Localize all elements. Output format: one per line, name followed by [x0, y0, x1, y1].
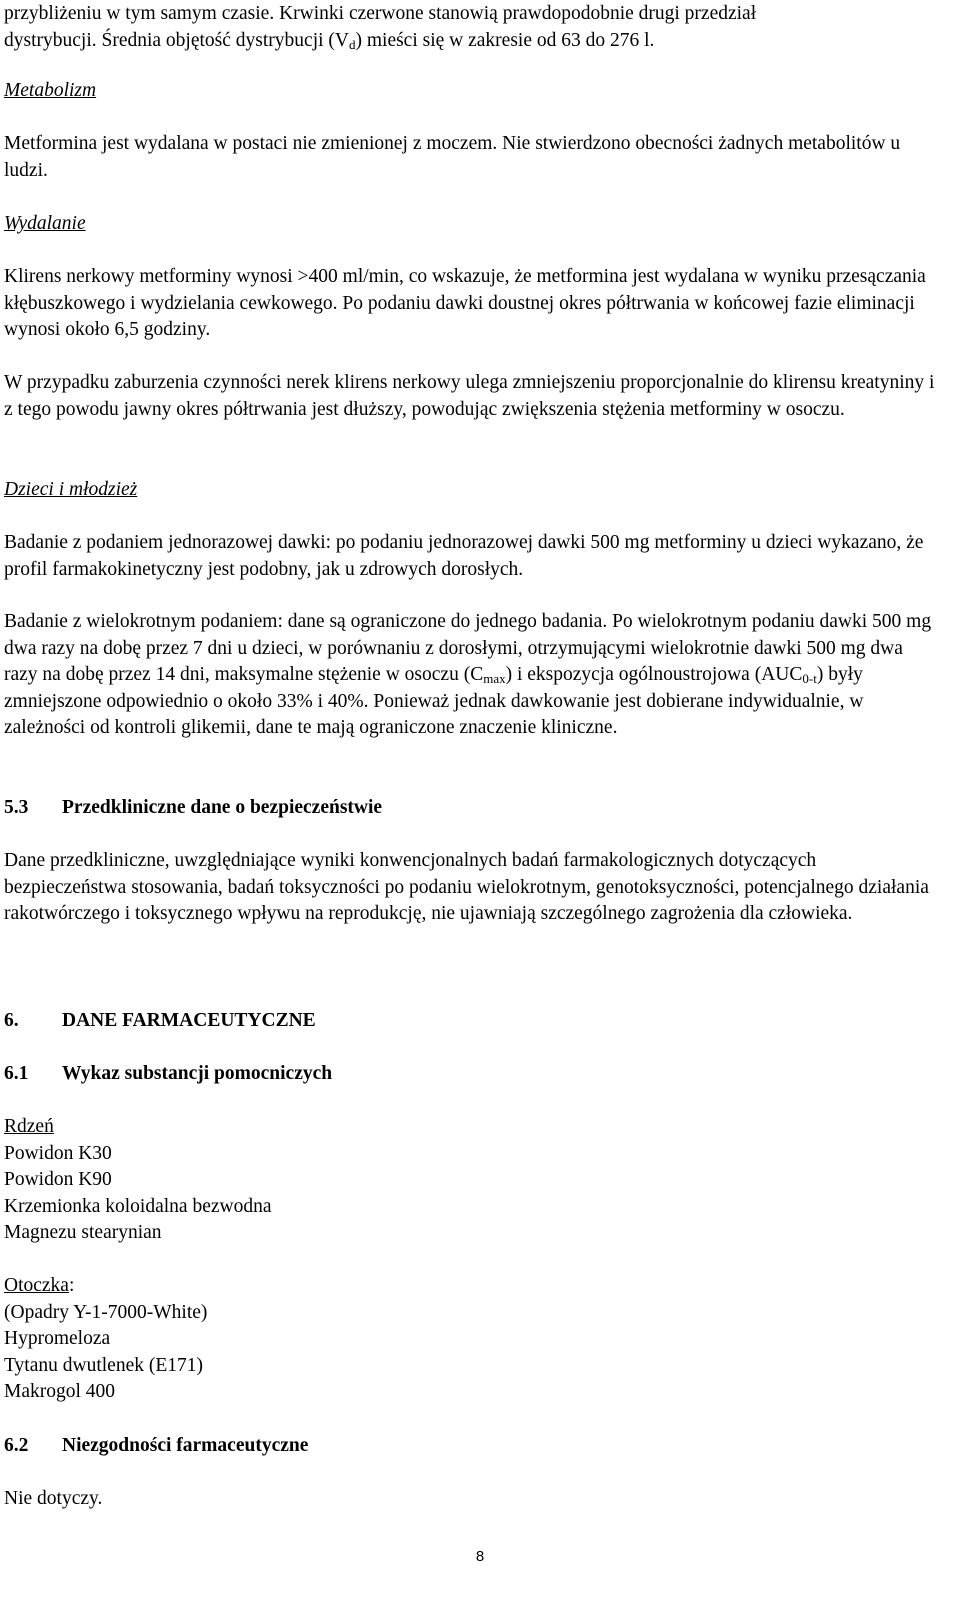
excipients-coating	[4, 1273, 940, 1406]
distribution-text-end: ) mieści się w zakresie od 63 do 276 l.	[355, 29, 655, 51]
paragraph-dzieci-2	[4, 609, 939, 742]
section-number: 6.	[4, 1010, 19, 1031]
heading-dzieci: Dzieci i młodzież	[4, 479, 138, 500]
paragraph-wydalanie-1: Klirens nerkowy metforminy wynosi >400 ml/min, co wskazuje, że metformina jest wydalana w wyniku przesączania kłębuszkowego i wydzielania cewkowego. Po podaniu dawki doustnej okres półtrwania w końcowej fazie eliminacji wynosi około 6,5 godziny.	[4, 266, 926, 340]
paragraph-metabolizm: Metformina jest wydalana w postaci nie zmienionej z moczem. Nie stwierdzono obecności żadnych metabolitów u ludzi.	[4, 133, 901, 181]
otoczka-label: Otoczka	[4, 1275, 69, 1296]
list-item: Makrogol 400	[4, 1381, 116, 1402]
section-6-2-heading	[4, 1433, 940, 1460]
list-item: Tytanu dwutlenek (E171)	[4, 1354, 203, 1376]
dzieci-text-b: ) i ekspozycja ogólnoustrojowa (AUC	[505, 664, 803, 685]
otoczka-colon: :	[68, 1275, 75, 1296]
cmax-subscript: max	[483, 671, 506, 686]
page-number: 8	[475, 1548, 485, 1565]
dzieci-text-a: Badanie z wielokrotnym podaniem: dane są ograniczone do jednego badania. Po wielokrotnym podaniu dawki 500 mg dwa razy na dobę przez 7 dni u dzieci, w porównaniu z dorosłymi, otrzymującymi wielokrotnie dawki 500 mg dwa razy na dobę przez 14 dni, maksymalne stężenie w osoczu (C	[4, 611, 932, 685]
otoczka-label-row	[4, 1273, 940, 1300]
section-number: 6.1	[4, 1063, 29, 1084]
section-title: Niezgodności farmaceutyczne	[62, 1435, 309, 1456]
section-5-3-heading	[4, 795, 940, 822]
section-title: Przedkliniczne dane o bezpieczeństwie	[62, 797, 383, 818]
list-item: Hypromeloza	[4, 1328, 111, 1349]
heading-wydalanie: Wydalanie	[4, 213, 86, 234]
section-title: DANE FARMACEUTYCZNE	[62, 1010, 316, 1031]
section-6-1-heading	[4, 1061, 940, 1088]
list-item: (Opadry Y-1-7000-White)	[4, 1301, 208, 1323]
section-6-heading	[4, 1008, 940, 1035]
section-number: 6.2	[4, 1435, 29, 1456]
paragraph-dzieci-1: Badanie z podaniem jednorazowej dawki: po podaniu jednorazowej dawki 500 mg metforminy u dzieci wykazano, że profil farmakokinetyczny jest podobny, jak u zdrowych dorosłych.	[4, 532, 924, 580]
dzieci-text-c: ) były zmniejszone odpowiednio o około 33% i 40%. Ponieważ jednak dawkowanie jest dobierane indywidualnie, w zależności od kontroli glikemii, dane te mają ograniczone znaczenie kliniczne.	[4, 664, 864, 738]
section-title: Wykaz substancji pomocniczych	[62, 1063, 333, 1084]
heading-metabolizm: Metabolizm	[4, 80, 97, 101]
paragraph-wydalanie-2: W przypadku zaburzenia czynności nerek klirens nerkowy ulega zmniejszeniu proporcjonalnie do klirensu kreatyniny i z tego powodu jawny okres półtrwania jest dłuższy, powodując zwiększenia stężenia metforminy w osoczu.	[4, 372, 935, 420]
vd-subscript: d	[348, 36, 356, 52]
paragraph-preclinical: Dane przedkliniczne, uwzględniające wyniki konwencjonalnych badań farmakologicznych dotyczących bezpieczeństwa stosowania, badań toksyczności po podaniu wielokrotnym, genotoksyczności, potencjalnego działania rakotwórczego i toksycznego wpływu na reprodukcję, nie ujawniają szczególnego zagrożenia dla człowieka.	[4, 850, 929, 924]
rdzen-label: Rdzeń	[4, 1116, 54, 1137]
auc-subscript: 0-t	[802, 671, 817, 686]
paragraph-niezgodnosci: Nie dotyczy.	[4, 1488, 103, 1509]
list-item: Powidon K90	[4, 1169, 112, 1190]
list-item: Magnezu stearynian	[4, 1222, 162, 1243]
distribution-text-line1: przybliżeniu w tym samym czasie. Krwinki czerwone stanowią prawdopodobnie drugi przedział	[4, 3, 757, 24]
excipients-core	[4, 1114, 940, 1247]
distribution-text: dystrybucji. Średnia objętość dystrybucji (V	[4, 29, 349, 51]
list-item: Powidon K30	[4, 1142, 112, 1164]
list-item: Krzemionka koloidalna bezwodna	[4, 1195, 272, 1217]
section-number: 5.3	[4, 797, 29, 818]
paragraph-distribution	[4, 1, 940, 54]
